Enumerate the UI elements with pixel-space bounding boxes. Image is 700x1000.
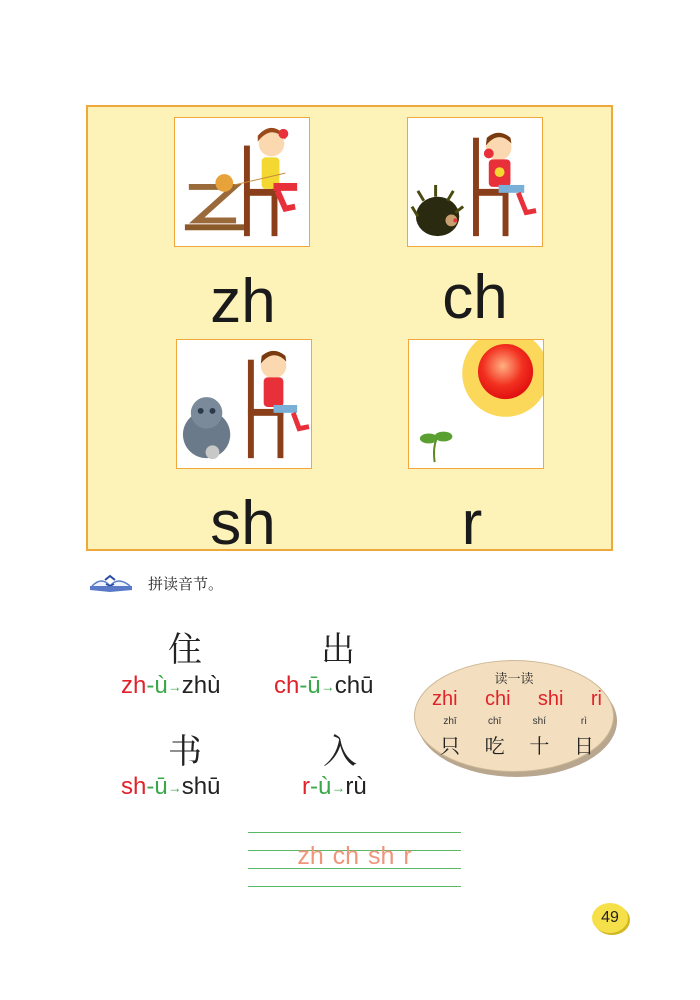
picture-boy-hedgehog bbox=[407, 117, 543, 247]
read-box-syllables bbox=[432, 688, 602, 711]
page-number: 49 bbox=[592, 903, 628, 933]
hanzi-ru: 入 bbox=[323, 732, 357, 772]
read-syllable: chi bbox=[484, 688, 511, 710]
practice-letters: zh ch sh r bbox=[297, 842, 412, 870]
initial: zh bbox=[121, 672, 147, 699]
result: zhù bbox=[181, 672, 221, 699]
boy-hedgehog-illustration bbox=[408, 118, 542, 246]
hanzi-shu: 书 bbox=[168, 732, 202, 772]
book-icon bbox=[88, 572, 134, 594]
read-syllable: zhi bbox=[432, 688, 458, 710]
read-tone: chī bbox=[487, 716, 502, 727]
spelling-zhu: zh-ù→zhù bbox=[121, 672, 221, 699]
picture-sun-sprout bbox=[408, 339, 544, 469]
read-box-chars bbox=[432, 730, 602, 759]
result: chū bbox=[334, 672, 374, 699]
read-char: 十 bbox=[529, 734, 550, 758]
final: ū bbox=[154, 773, 168, 800]
read-aloud-box bbox=[414, 660, 614, 772]
instruction-label: 拼读音节。 bbox=[148, 574, 224, 593]
girl-knitting-illustration bbox=[175, 118, 309, 246]
read-tone: shí bbox=[532, 716, 546, 727]
instruction bbox=[88, 572, 223, 594]
read-char: 吃 bbox=[484, 734, 505, 758]
initial: ch bbox=[274, 672, 300, 699]
boy-stone-lion-illustration bbox=[177, 340, 311, 468]
arrow-icon: → bbox=[331, 779, 346, 796]
read-tone: zhī bbox=[443, 716, 457, 727]
writing-line bbox=[248, 886, 461, 887]
hanzi-chu: 出 bbox=[321, 630, 355, 670]
read-box-tones bbox=[432, 716, 602, 727]
initial: sh bbox=[121, 773, 147, 800]
sun-sprout-illustration bbox=[409, 340, 543, 468]
final: ū bbox=[307, 672, 321, 699]
read-syllable: ri bbox=[590, 688, 602, 710]
arrow-icon: → bbox=[167, 678, 182, 695]
picture-boy-stone-lion bbox=[176, 339, 312, 469]
read-box-title: 读一读 bbox=[494, 672, 534, 687]
read-tone: rì bbox=[580, 716, 588, 727]
writing-line bbox=[248, 832, 461, 833]
result: rù bbox=[345, 773, 367, 800]
hanzi-zhu: 住 bbox=[168, 630, 202, 670]
spelling-ru: r-ù→rù bbox=[302, 773, 367, 800]
read-char: 日 bbox=[573, 734, 594, 758]
initial: r bbox=[302, 773, 310, 800]
final: ù bbox=[318, 773, 332, 800]
read-syllable: shi bbox=[537, 688, 564, 710]
result: shū bbox=[181, 773, 221, 800]
final: ù bbox=[154, 672, 168, 699]
letters-panel bbox=[86, 105, 613, 558]
arrow-icon: → bbox=[320, 678, 335, 695]
arrow-icon: → bbox=[167, 779, 182, 796]
letter-ch: ch bbox=[442, 263, 508, 332]
letter-r: r bbox=[461, 489, 483, 558]
picture-girl-knitting bbox=[174, 117, 310, 247]
letter-sh: sh bbox=[210, 489, 276, 558]
read-char: 只 bbox=[440, 734, 460, 758]
spelling-shu: sh-ū→shū bbox=[121, 773, 221, 800]
spelling-chu: ch-ū→chū bbox=[274, 672, 374, 699]
letter-zh: zh bbox=[210, 267, 276, 336]
